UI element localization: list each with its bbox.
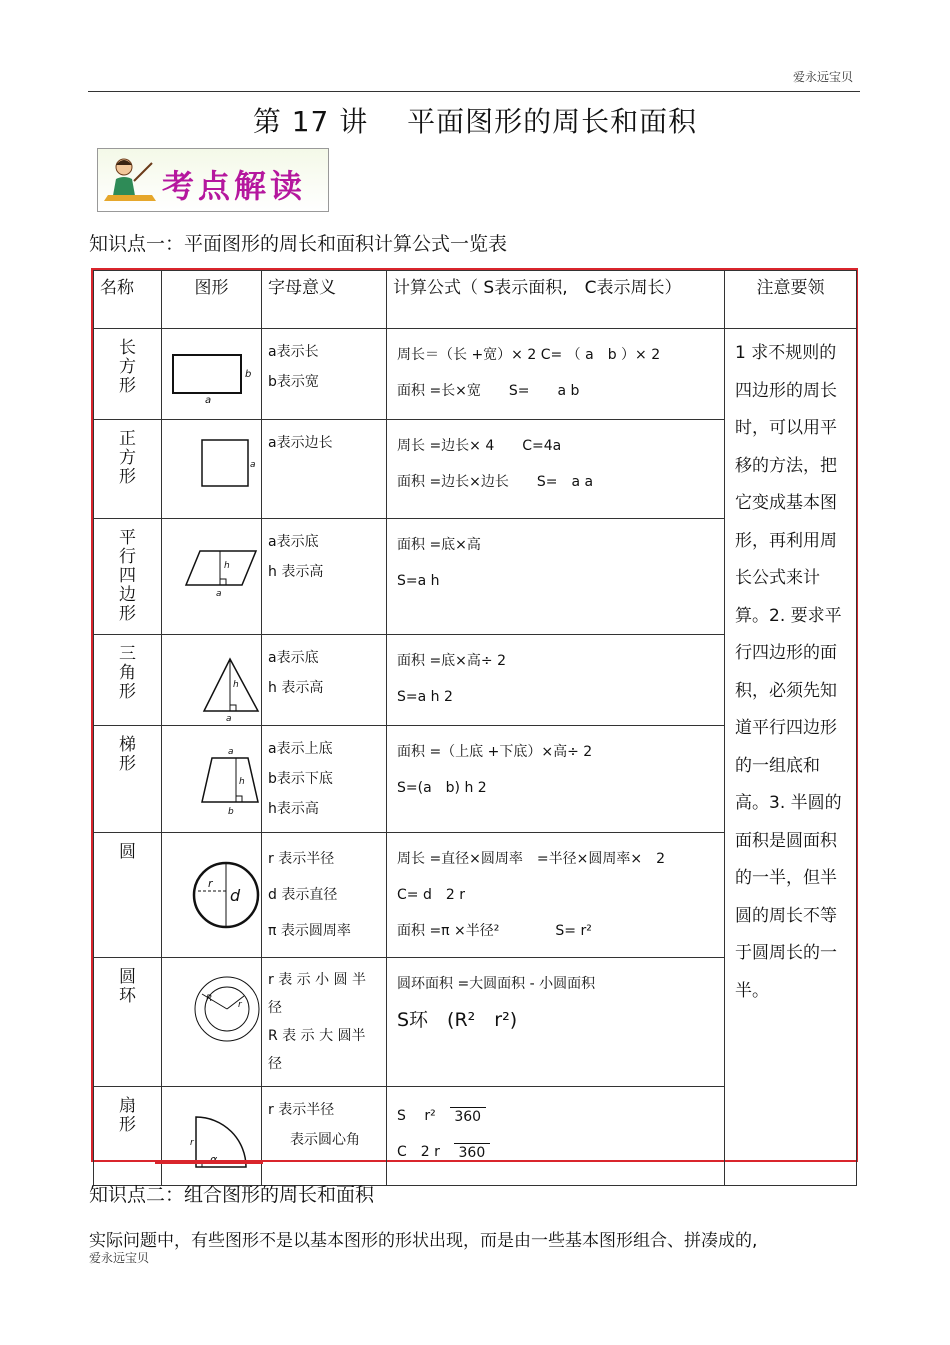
row-name-rectangle: 长方形 <box>94 329 162 420</box>
sector-figure <box>162 1087 262 1186</box>
row-name-annulus: 圆环 <box>94 958 162 1087</box>
figure-label-a: a <box>226 714 232 724</box>
teacher-icon <box>104 155 156 205</box>
figure-label-b: b <box>245 369 252 380</box>
knowledge-point-2-heading: 知识点二：组合图形的周长和面积 <box>89 1184 375 1206</box>
banner-text: 考点解读 <box>162 167 307 205</box>
trapezoid-shape <box>198 744 262 820</box>
figure-label-a: a <box>216 589 222 599</box>
triangle-shape <box>200 655 260 725</box>
triangle-symbols: a表示底 h 表示高 <box>262 635 387 726</box>
parallelogram-formulas: 面积 =底×高 S=a h <box>387 519 725 635</box>
annulus-formulas: 圆环面积 =大圆面积 - 小圆面积 S环 (R² r²) <box>387 958 725 1087</box>
intro-paragraph: 实际问题中，有些图形不是以基本图形的形状出现，而是由一些基本图形组合、拼凑成的, <box>89 1231 758 1251</box>
square-shape <box>192 430 260 498</box>
row-name-parallelogram: 平行四边形 <box>94 519 162 635</box>
figure-label-a: a <box>205 395 212 405</box>
trapezoid-formulas: 面积 =（上底 +下底）×高÷ 2 S=(a b) h 2 <box>387 726 725 833</box>
figure-label-r: r <box>238 1000 242 1010</box>
figure-label-b: b <box>228 807 234 817</box>
annulus-shape <box>192 974 262 1044</box>
annulus-figure <box>162 958 262 1087</box>
red-underline-bar <box>155 1160 263 1164</box>
parallelogram-figure <box>162 519 262 635</box>
sector-area-fraction: 360 <box>450 1107 486 1126</box>
rectangle-shape <box>167 349 255 405</box>
trapezoid-figure <box>162 726 262 833</box>
header-name: 名称 <box>94 271 162 329</box>
figure-label-r: r <box>208 877 213 890</box>
row-name-sector: 扇形 <box>94 1087 162 1186</box>
rectangle-symbols: a表示长 b表示宽 <box>262 329 387 420</box>
triangle-formulas: 面积 =底×高÷ 2 S=a h 2 <box>387 635 725 726</box>
figure-label-h: h <box>224 561 230 571</box>
figure-label-h: h <box>239 777 245 787</box>
trapezoid-symbols: a表示上底 b表示下底 h表示高 <box>262 726 387 833</box>
square-formulas: 周长 =边长× 4 C=4a 面积 =边长×边长 S= a a <box>387 420 725 519</box>
footer-text: 爱永远宝贝 <box>89 1251 150 1265</box>
page-title: 第 17 讲 平面图形的周长和面积 <box>252 105 698 138</box>
header-divider <box>88 91 860 92</box>
figure-label-a: a <box>250 460 256 470</box>
square-symbols: a表示边长 <box>262 420 387 519</box>
figure-label-a: a <box>228 747 234 757</box>
circle-symbols: r 表示半径 d 表示直径 π 表示圆周率 <box>262 833 387 958</box>
figure-label-R: R <box>206 994 213 1004</box>
header-notes: 注意要领 <box>725 271 857 329</box>
sector-perimeter-fraction: 360 <box>454 1143 490 1162</box>
header-formula: 计算公式（ S表示面积, C表示周长） <box>387 271 725 329</box>
circle-shape <box>188 857 262 933</box>
figure-label-r: r <box>190 1138 194 1148</box>
knowledge-point-1-heading: 知识点一：平面图形的周长和面积计算公式一览表 <box>89 233 508 255</box>
figure-label-h: h <box>233 680 239 690</box>
row-name-circle: 圆 <box>94 833 162 958</box>
annulus-symbols: r 表 示 小 圆 半 径 R 表 示 大 圆半 径 <box>262 958 387 1087</box>
notes-cell: 1 求不规则的四边形的周长时，可以用平移的方法，把它变成基本图形，再利用周长公式来计算。2. 要求平行四边形的面积，必须先知道平行四边形的一组底和高。3. 半圆的面积是圆面积的一半，但半圆的周长不等于圆周长的一半。 <box>725 329 857 1186</box>
sector-formulas: S r² 360 C 2 r 360 <box>387 1087 725 1186</box>
formula-table <box>91 268 858 1162</box>
figure-label-d: d <box>230 886 241 905</box>
triangle-figure <box>162 635 262 726</box>
circle-formulas: 周长 =直径×圆周率 =半径×圆周率× 2 C= d 2 r 面积 =π ×半径² S= r² <box>387 833 725 958</box>
header-figure: 图形 <box>162 271 262 329</box>
square-figure <box>162 420 262 519</box>
header-right-text: 爱永远宝贝 <box>792 70 853 84</box>
row-name-square: 正方形 <box>94 420 162 519</box>
header-symbol: 字母意义 <box>262 271 387 329</box>
rectangle-figure <box>162 329 262 420</box>
circle-figure <box>162 833 262 958</box>
section-banner <box>97 148 329 212</box>
rectangle-formulas: 周长＝（长 +宽）× 2 C= （ a b ）× 2 面积 =长×宽 S= a b <box>387 329 725 420</box>
row-name-triangle: 三角形 <box>94 635 162 726</box>
sector-symbols: r 表示半径 表示圆心角 <box>262 1087 387 1186</box>
row-name-trapezoid: 梯形 <box>94 726 162 833</box>
parallelogram-symbols: a表示底 h 表示高 <box>262 519 387 635</box>
parallelogram-shape <box>184 541 260 601</box>
